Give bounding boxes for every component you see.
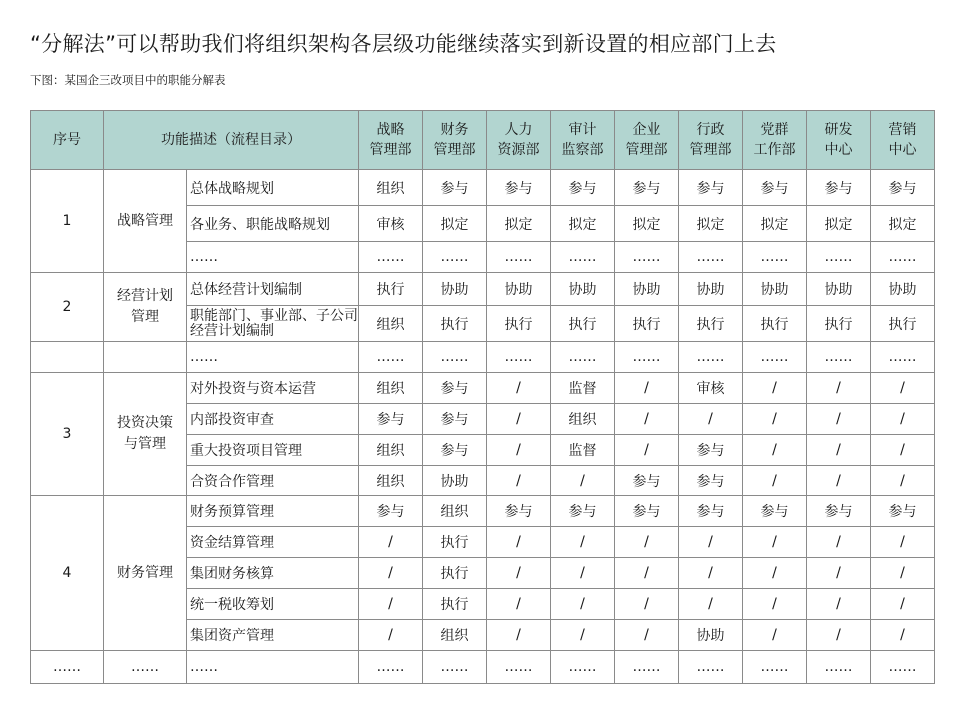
role-cell: / bbox=[871, 558, 935, 589]
role-cell: / bbox=[359, 527, 423, 558]
role-cell: / bbox=[743, 373, 807, 404]
header-row bbox=[31, 111, 935, 170]
role-cell: 协助 bbox=[551, 273, 615, 306]
role-cell: 执行 bbox=[871, 306, 935, 342]
role-cell: …… bbox=[679, 242, 743, 273]
role-cell: 参与 bbox=[423, 373, 487, 404]
function-cell: 统一税收筹划 bbox=[187, 589, 359, 620]
role-cell: 拟定 bbox=[743, 206, 807, 242]
header-dept-line1: 企业 bbox=[632, 122, 661, 138]
role-cell: 协助 bbox=[423, 273, 487, 306]
role-cell: 参与 bbox=[679, 435, 743, 466]
header-dept-line1: 党群 bbox=[760, 122, 789, 138]
group-name-line2: 与管理 bbox=[124, 436, 166, 452]
role-cell: …… bbox=[487, 342, 551, 373]
table-body bbox=[31, 170, 935, 684]
role-cell: / bbox=[679, 404, 743, 435]
role-cell: / bbox=[807, 620, 871, 651]
role-cell: / bbox=[807, 435, 871, 466]
role-cell: 参与 bbox=[615, 496, 679, 527]
role-cell: / bbox=[743, 527, 807, 558]
role-cell: 参与 bbox=[551, 496, 615, 527]
role-cell: 执行 bbox=[423, 306, 487, 342]
header-dept bbox=[871, 111, 935, 170]
function-cell: 集团财务核算 bbox=[187, 558, 359, 589]
role-cell: 参与 bbox=[871, 170, 935, 206]
header-dept-line2: 资源部 bbox=[497, 142, 540, 158]
role-cell: 参与 bbox=[359, 404, 423, 435]
role-cell: …… bbox=[743, 342, 807, 373]
role-cell: / bbox=[615, 404, 679, 435]
function-cell: 总体战略规划 bbox=[187, 170, 359, 206]
function-cell: …… bbox=[187, 651, 359, 684]
role-cell: / bbox=[487, 404, 551, 435]
page-title: “分解法”可以帮助我们将组织架构各层级功能继续落实到新设置的相应部门上去 bbox=[30, 32, 777, 56]
role-cell: / bbox=[359, 558, 423, 589]
role-cell: 参与 bbox=[487, 170, 551, 206]
group-name bbox=[104, 373, 187, 496]
role-cell: …… bbox=[743, 242, 807, 273]
role-cell: …… bbox=[423, 342, 487, 373]
role-cell: / bbox=[487, 373, 551, 404]
role-cell: / bbox=[871, 373, 935, 404]
group-seq: 4 bbox=[31, 496, 104, 651]
function-cell: 对外投资与资本运营 bbox=[187, 373, 359, 404]
header-dept-line2: 工作部 bbox=[753, 142, 796, 158]
role-cell: / bbox=[359, 589, 423, 620]
role-cell: 组织 bbox=[359, 306, 423, 342]
function-cell: 重大投资项目管理 bbox=[187, 435, 359, 466]
role-cell: 参与 bbox=[679, 466, 743, 496]
role-cell: 拟定 bbox=[423, 206, 487, 242]
role-cell: 参与 bbox=[423, 435, 487, 466]
role-cell: 拟定 bbox=[807, 206, 871, 242]
role-cell: …… bbox=[871, 242, 935, 273]
group-name-line2: 管理 bbox=[131, 309, 159, 325]
role-cell: 参与 bbox=[743, 170, 807, 206]
role-cell: / bbox=[679, 589, 743, 620]
role-cell: / bbox=[679, 527, 743, 558]
role-cell: / bbox=[615, 527, 679, 558]
role-cell: 审核 bbox=[359, 206, 423, 242]
header-dept-line1: 审计 bbox=[568, 122, 597, 138]
role-cell: / bbox=[487, 435, 551, 466]
header-function: 功能描述（流程目录） bbox=[104, 111, 359, 170]
role-cell: 参与 bbox=[423, 404, 487, 435]
role-cell: 拟定 bbox=[679, 206, 743, 242]
role-cell: 监督 bbox=[551, 435, 615, 466]
role-cell: 拟定 bbox=[487, 206, 551, 242]
role-cell: 参与 bbox=[807, 496, 871, 527]
function-cell: 总体经营计划编制 bbox=[187, 273, 359, 306]
header-dept-line2: 管理部 bbox=[625, 142, 668, 158]
role-cell: …… bbox=[807, 342, 871, 373]
group-name bbox=[104, 651, 187, 684]
role-cell: 协助 bbox=[807, 273, 871, 306]
role-cell: …… bbox=[423, 242, 487, 273]
role-cell: / bbox=[807, 404, 871, 435]
role-cell: 参与 bbox=[807, 170, 871, 206]
role-cell: / bbox=[487, 620, 551, 651]
function-cell: 内部投资审查 bbox=[187, 404, 359, 435]
group-name-line1: …… bbox=[131, 658, 159, 675]
role-cell: …… bbox=[551, 342, 615, 373]
role-cell: 协助 bbox=[679, 620, 743, 651]
role-cell: …… bbox=[807, 242, 871, 273]
table-row bbox=[31, 496, 935, 527]
role-cell: 参与 bbox=[423, 170, 487, 206]
header-dept bbox=[487, 111, 551, 170]
role-cell: / bbox=[551, 620, 615, 651]
role-cell: …… bbox=[679, 651, 743, 684]
header-dept-line1: 研发 bbox=[824, 122, 853, 138]
role-cell: …… bbox=[551, 242, 615, 273]
role-cell: / bbox=[743, 466, 807, 496]
role-cell: 执行 bbox=[743, 306, 807, 342]
role-cell: 参与 bbox=[679, 496, 743, 527]
role-cell: 执行 bbox=[423, 527, 487, 558]
header-dept-line2: 管理部 bbox=[689, 142, 732, 158]
role-cell: 协助 bbox=[423, 466, 487, 496]
role-cell: / bbox=[871, 466, 935, 496]
role-cell: …… bbox=[679, 342, 743, 373]
role-cell: 执行 bbox=[487, 306, 551, 342]
role-cell: / bbox=[487, 466, 551, 496]
role-cell: 审核 bbox=[679, 373, 743, 404]
function-cell: 集团资产管理 bbox=[187, 620, 359, 651]
role-cell: / bbox=[551, 589, 615, 620]
role-cell: 参与 bbox=[615, 170, 679, 206]
role-cell: …… bbox=[615, 242, 679, 273]
role-cell: / bbox=[871, 527, 935, 558]
header-dept bbox=[743, 111, 807, 170]
group-seq: 1 bbox=[31, 170, 104, 273]
role-cell: 组织 bbox=[359, 373, 423, 404]
table-row bbox=[31, 342, 935, 373]
role-cell: / bbox=[743, 435, 807, 466]
role-cell: 组织 bbox=[359, 170, 423, 206]
table-row bbox=[31, 373, 935, 404]
role-cell: / bbox=[615, 558, 679, 589]
role-cell: …… bbox=[423, 651, 487, 684]
role-cell: 组织 bbox=[423, 620, 487, 651]
function-cell: …… bbox=[187, 342, 359, 373]
header-dept bbox=[615, 111, 679, 170]
role-cell: …… bbox=[487, 651, 551, 684]
role-cell: …… bbox=[359, 651, 423, 684]
header-dept-line2: 中心 bbox=[824, 142, 853, 158]
header-dept-line1: 战略 bbox=[376, 122, 405, 138]
role-cell: 执行 bbox=[807, 306, 871, 342]
role-cell: 协助 bbox=[487, 273, 551, 306]
role-cell: / bbox=[615, 620, 679, 651]
header-dept-line1: 营销 bbox=[888, 122, 917, 138]
table-caption: 下图：某国企三改项目中的职能分解表 bbox=[30, 73, 226, 87]
role-cell: / bbox=[743, 404, 807, 435]
role-cell: / bbox=[807, 466, 871, 496]
role-cell: 执行 bbox=[359, 273, 423, 306]
role-cell: 参与 bbox=[359, 496, 423, 527]
function-decomposition-table bbox=[30, 110, 935, 684]
role-cell: …… bbox=[615, 651, 679, 684]
role-cell: 参与 bbox=[615, 466, 679, 496]
role-cell: / bbox=[807, 527, 871, 558]
role-cell: / bbox=[871, 620, 935, 651]
function-cell: 职能部门、事业部、子公司经营计划编制 bbox=[187, 306, 359, 342]
role-cell: 执行 bbox=[423, 589, 487, 620]
role-cell: 拟定 bbox=[551, 206, 615, 242]
role-cell: …… bbox=[871, 651, 935, 684]
group-name bbox=[104, 496, 187, 651]
header-dept bbox=[551, 111, 615, 170]
role-cell: / bbox=[679, 558, 743, 589]
table-row bbox=[31, 651, 935, 684]
role-cell: 组织 bbox=[423, 496, 487, 527]
header-dept-line1: 人力 bbox=[504, 122, 533, 138]
role-cell: 执行 bbox=[679, 306, 743, 342]
header-dept-line2: 管理部 bbox=[433, 142, 476, 158]
role-cell: / bbox=[871, 435, 935, 466]
role-cell: / bbox=[551, 527, 615, 558]
header-dept-line2: 中心 bbox=[888, 142, 917, 158]
role-cell: 协助 bbox=[871, 273, 935, 306]
group-name-line1: 战略管理 bbox=[117, 212, 173, 229]
role-cell: …… bbox=[359, 242, 423, 273]
group-name bbox=[104, 273, 187, 342]
function-cell: 合资合作管理 bbox=[187, 466, 359, 496]
header-seq: 序号 bbox=[31, 111, 104, 170]
role-cell: 协助 bbox=[679, 273, 743, 306]
role-cell: …… bbox=[487, 242, 551, 273]
role-cell: / bbox=[551, 466, 615, 496]
header-dept-line1: 行政 bbox=[696, 122, 725, 138]
role-cell: …… bbox=[615, 342, 679, 373]
header-dept bbox=[359, 111, 423, 170]
role-cell: / bbox=[807, 558, 871, 589]
role-cell: / bbox=[615, 435, 679, 466]
role-cell: 参与 bbox=[743, 496, 807, 527]
role-cell: 参与 bbox=[679, 170, 743, 206]
header-dept-line2: 监察部 bbox=[561, 142, 604, 158]
function-cell: 财务预算管理 bbox=[187, 496, 359, 527]
function-cell: 各业务、职能战略规划 bbox=[187, 206, 359, 242]
role-cell: / bbox=[551, 558, 615, 589]
role-cell: 执行 bbox=[423, 558, 487, 589]
header-dept-line1: 财务 bbox=[440, 122, 469, 138]
role-cell: 组织 bbox=[359, 466, 423, 496]
header-dept bbox=[807, 111, 871, 170]
role-cell: / bbox=[871, 589, 935, 620]
table-row bbox=[31, 273, 935, 306]
group-name-line1: 财务管理 bbox=[117, 564, 173, 581]
role-cell: 执行 bbox=[615, 306, 679, 342]
role-cell: …… bbox=[807, 651, 871, 684]
role-cell: 协助 bbox=[743, 273, 807, 306]
role-cell: / bbox=[487, 558, 551, 589]
role-cell: 监督 bbox=[551, 373, 615, 404]
role-cell: 组织 bbox=[551, 404, 615, 435]
header-dept bbox=[423, 111, 487, 170]
role-cell: …… bbox=[359, 342, 423, 373]
role-cell: / bbox=[615, 589, 679, 620]
group-seq bbox=[31, 342, 104, 373]
role-cell: / bbox=[743, 620, 807, 651]
role-cell: 执行 bbox=[551, 306, 615, 342]
role-cell: 组织 bbox=[359, 435, 423, 466]
group-name bbox=[104, 170, 187, 273]
role-cell: / bbox=[615, 373, 679, 404]
role-cell: / bbox=[743, 589, 807, 620]
role-cell: 拟定 bbox=[871, 206, 935, 242]
header-dept-line2: 管理部 bbox=[369, 142, 412, 158]
group-name-line1: 投资决策 bbox=[117, 415, 173, 431]
role-cell: / bbox=[807, 589, 871, 620]
role-cell: / bbox=[487, 527, 551, 558]
group-name bbox=[104, 342, 187, 373]
role-cell: / bbox=[359, 620, 423, 651]
role-cell: …… bbox=[871, 342, 935, 373]
role-cell: …… bbox=[743, 651, 807, 684]
group-seq: …… bbox=[31, 651, 104, 684]
role-cell: 拟定 bbox=[615, 206, 679, 242]
role-cell: / bbox=[871, 404, 935, 435]
role-cell: 参与 bbox=[551, 170, 615, 206]
role-cell: …… bbox=[551, 651, 615, 684]
role-cell: / bbox=[807, 373, 871, 404]
group-name-line1: 经营计划 bbox=[117, 288, 173, 304]
function-cell: …… bbox=[187, 242, 359, 273]
table-row bbox=[31, 170, 935, 206]
role-cell: 协助 bbox=[615, 273, 679, 306]
role-cell: / bbox=[743, 558, 807, 589]
role-cell: 参与 bbox=[871, 496, 935, 527]
header-dept bbox=[679, 111, 743, 170]
role-cell: / bbox=[487, 589, 551, 620]
group-seq: 3 bbox=[31, 373, 104, 496]
function-cell: 资金结算管理 bbox=[187, 527, 359, 558]
group-seq: 2 bbox=[31, 273, 104, 342]
role-cell: 参与 bbox=[487, 496, 551, 527]
